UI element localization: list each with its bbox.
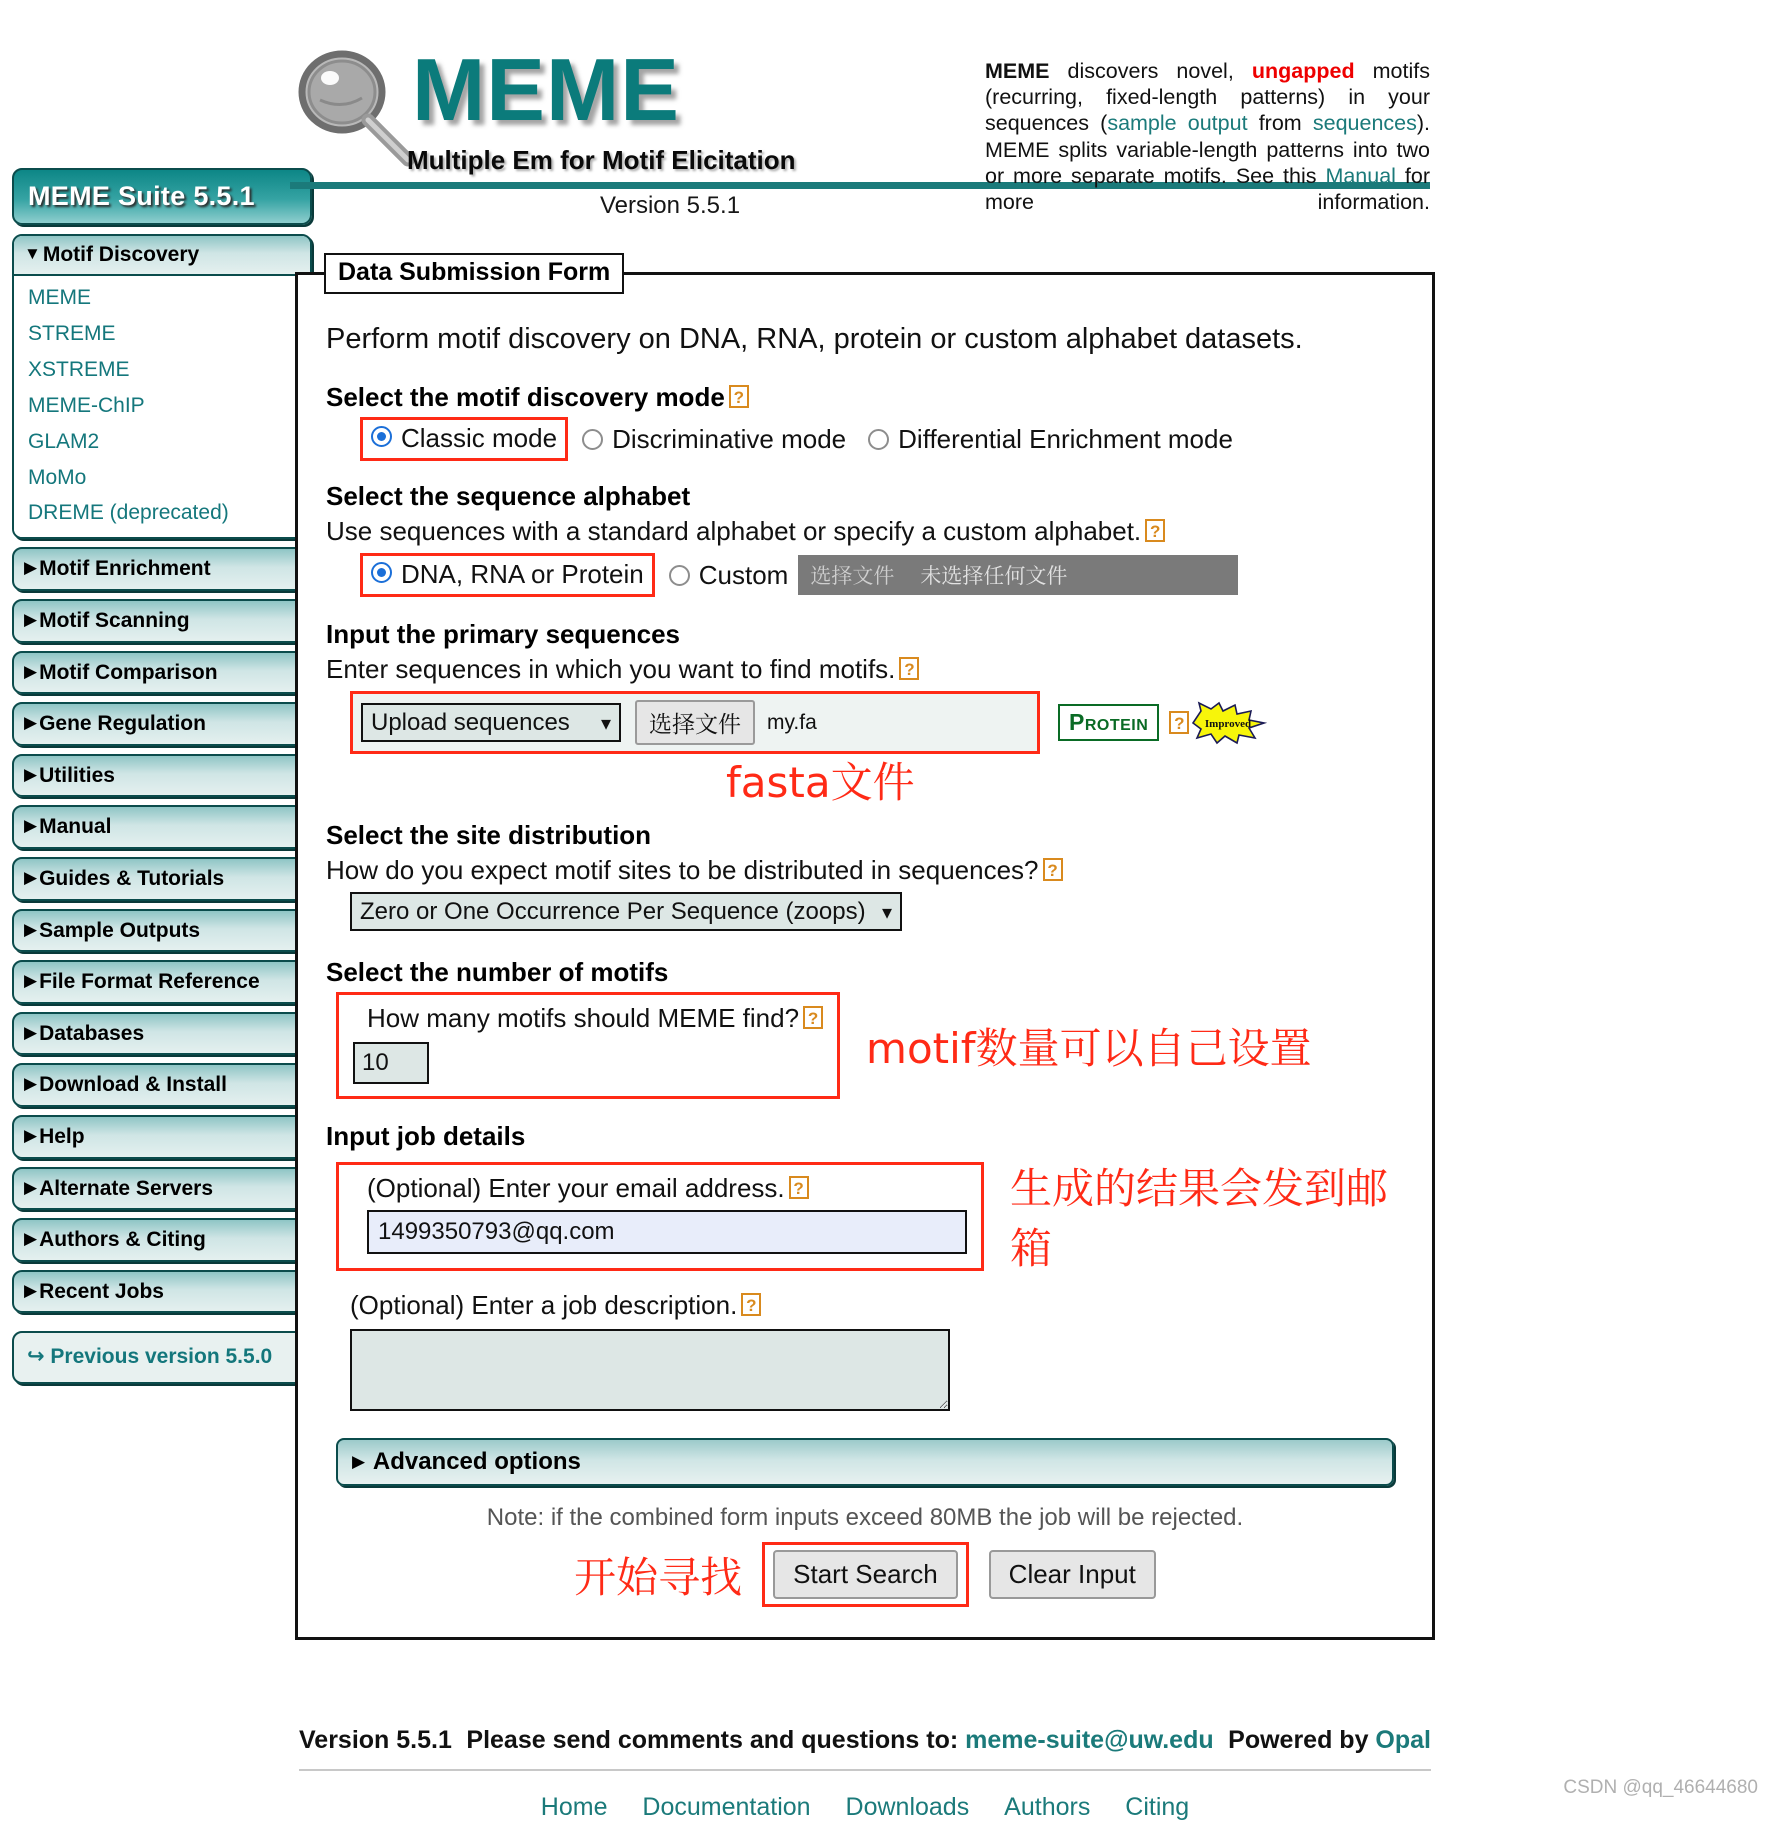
chevron-right-icon: ▶	[24, 558, 38, 578]
nav-link-home[interactable]: Home	[540, 1793, 608, 1821]
opal-link[interactable]: Opal	[1375, 1726, 1431, 1754]
email-annotation: 生成的结果会发到邮箱	[1010, 1164, 1389, 1273]
site-distribution-select[interactable]	[350, 892, 902, 931]
sidebar-item-label: Download & Install	[39, 1073, 227, 1097]
sidebar-item-meme-chip[interactable]: MEME-ChIP	[28, 393, 145, 417]
sidebar-group-header-motif-discovery[interactable]	[14, 236, 310, 276]
sidebar-item-authors-citing[interactable]	[12, 1218, 312, 1262]
chevron-right-icon: ▶	[24, 1074, 38, 1094]
description-text-2: motifs (recurring, fixed-length patterns) in your sequences (	[985, 59, 1430, 136]
sidebar-item-label: Alternate Servers	[39, 1176, 214, 1200]
svg-text:Improved: Improved	[1205, 717, 1252, 730]
footer-powered-by	[1228, 1726, 1431, 1755]
chevron-right-icon: ▶	[24, 868, 38, 887]
help-icon[interactable]: ?	[1043, 858, 1063, 881]
custom-alphabet-radio[interactable]	[669, 565, 690, 586]
clear-input-button[interactable]: Clear Input	[989, 1550, 1156, 1599]
sequences-link[interactable]: sequences	[1312, 111, 1417, 136]
form-lead-text: Perform motif discovery on DNA, RNA, protein or custom alphabet datasets.	[326, 323, 1303, 355]
alphabet-radio-group	[360, 553, 1404, 597]
sidebar-item-label: Manual	[39, 815, 112, 839]
footer-nav	[295, 1771, 1435, 1822]
mode-radio-group	[360, 417, 1404, 461]
sample-output-link[interactable]: sample output	[1107, 111, 1248, 136]
form-actions	[326, 1542, 1404, 1607]
mode-section-heading	[326, 382, 1404, 413]
sequence-source-select-wrap	[361, 703, 621, 742]
custom-alphabet-file-input[interactable]	[798, 555, 1238, 595]
sidebar-item-motif-enrichment[interactable]	[12, 547, 312, 591]
classic-mode-label[interactable]: Classic mode	[401, 423, 558, 453]
description-text-5: for more information.	[985, 163, 1430, 215]
nav-link-documentation[interactable]: Documentation	[642, 1793, 811, 1821]
logo-subtitle: Multiple Em for Motif Elicitation	[407, 145, 796, 175]
classic-mode-radio[interactable]	[371, 426, 392, 447]
chevron-right-icon: ▶	[24, 816, 38, 836]
description-text-4: ). MEME splits variable-length patterns into two or more separate motifs. See this	[985, 111, 1430, 188]
sidebar-item-alternate-servers[interactable]	[12, 1167, 312, 1211]
motif-count-highlight	[336, 992, 840, 1099]
sidebar-item-label: Authors & Citing	[39, 1228, 206, 1252]
sidebar	[12, 168, 312, 1384]
size-limit-note: Note: if the combined form inputs exceed 80MB the job will be rejected.	[486, 1504, 1244, 1531]
sidebar-item-streme[interactable]: STREME	[28, 321, 116, 345]
main-content	[290, 0, 1470, 1821]
chevron-right-icon: ▶	[24, 713, 38, 733]
site-distribution-heading: Select the site distribution	[326, 820, 652, 850]
email-label-row	[367, 1173, 967, 1204]
sidebar-item-label: Gene Regulation	[39, 712, 206, 736]
sidebar-item-label: Utilities	[39, 763, 115, 787]
sequence-file-annotation: fasta文件	[726, 758, 915, 807]
help-icon[interactable]: ?	[1169, 711, 1189, 734]
custom-alphabet-label[interactable]: Custom	[698, 559, 789, 590]
alphabet-question-text: Use sequences with a standard alphabet or specify a custom alphabet.	[326, 516, 1142, 546]
sequences-question	[326, 654, 1404, 685]
discriminative-mode-radio[interactable]	[582, 429, 603, 450]
site-distribution-question-text: How do you expect motif sites to be distributed in sequences?	[326, 855, 1039, 885]
footer-powered-text: Powered by	[1228, 1726, 1376, 1754]
site-distribution-select-wrap	[350, 892, 902, 931]
sidebar-item-download-install[interactable]	[12, 1063, 312, 1107]
sidebar-item-help[interactable]	[12, 1115, 312, 1159]
motif-count-heading: Select the number of motifs	[326, 957, 669, 987]
chevron-right-icon: ▶	[24, 764, 38, 784]
motif-count-question-text: How many motifs should MEME find?	[367, 1003, 800, 1033]
sidebar-item-dreme[interactable]: DREME (deprecated)	[28, 501, 229, 525]
watermark: CSDN @qq_46644680	[1563, 1777, 1758, 1798]
sidebar-group-label: Motif Discovery	[42, 243, 200, 266]
alphabet-badge-protein: Protein	[1058, 704, 1159, 741]
sidebar-item-momo[interactable]: MoMo	[28, 465, 87, 489]
alphabet-question	[326, 516, 1404, 547]
job-description-textarea[interactable]	[350, 1329, 950, 1411]
sidebar-item-recent-jobs[interactable]	[12, 1270, 312, 1314]
sequence-input-highlight	[350, 691, 1040, 754]
magnifier-logo-icon	[290, 48, 420, 168]
job-description-label-row	[350, 1290, 1404, 1321]
discriminative-mode-label[interactable]: Discriminative mode	[612, 423, 847, 454]
help-icon[interactable]: ?	[729, 385, 749, 408]
sidebar-item-label: Recent Jobs	[39, 1279, 164, 1303]
sidebar-item-label: Motif Scanning	[39, 608, 190, 632]
help-icon[interactable]: ?	[803, 1006, 823, 1029]
sidebar-group-motif-discovery	[12, 234, 312, 539]
description-text-3: from	[1247, 111, 1313, 136]
sidebar-item-label: Databases	[39, 1021, 145, 1045]
chevron-right-icon: ▶	[24, 1022, 38, 1042]
improved-badge	[1189, 701, 1267, 745]
advanced-options-label: Advanced options	[372, 1448, 581, 1475]
description-text-1: discovers novel,	[1049, 59, 1252, 83]
nav-link-authors[interactable]: Authors	[1004, 1793, 1091, 1821]
email-highlight	[336, 1162, 984, 1271]
differential-enrichment-mode-label[interactable]: Differential Enrichment mode	[898, 423, 1233, 454]
sequences-question-text: Enter sequences in which you want to find motifs.	[326, 654, 896, 684]
sequences-section-heading: Input the primary sequences	[326, 619, 680, 649]
sidebar-item-label: File Format Reference	[39, 970, 260, 994]
motif-count-question	[367, 1003, 823, 1034]
sidebar-item-label: Motif Comparison	[39, 660, 218, 684]
footer-contact-email-link[interactable]: meme-suite@uw.edu	[965, 1726, 1214, 1754]
chevron-right-icon: ▶	[24, 1229, 38, 1249]
chevron-right-icon: ▶	[24, 661, 38, 681]
differential-enrichment-mode-radio[interactable]	[868, 429, 889, 450]
email-field[interactable]	[367, 1210, 967, 1254]
sidebar-item-meme[interactable]: MEME	[28, 286, 91, 309]
sidebar-item-manual[interactable]	[12, 805, 312, 849]
chevron-right-icon: ▶	[24, 1126, 38, 1146]
job-details-heading: Input job details	[326, 1121, 526, 1151]
custom-file-status: 未选择任何文件	[906, 555, 1238, 595]
start-search-highlight	[762, 1542, 969, 1607]
footer-contact	[452, 1726, 1228, 1755]
description-bold-meme: MEME	[985, 59, 1050, 83]
sidebar-item-label: Help	[39, 1125, 85, 1149]
sidebar-title: MEME Suite 5.5.1	[12, 168, 312, 225]
sidebar-item-databases[interactable]	[12, 1012, 312, 1056]
sidebar-group-body	[14, 276, 310, 537]
help-icon[interactable]: ?	[899, 657, 919, 680]
chevron-right-icon: ▶	[24, 919, 38, 939]
form-legend: Data Submission Form	[324, 253, 624, 294]
email-label: (Optional) Enter your email address.	[367, 1172, 785, 1203]
mode-heading-label: Select the motif discovery mode	[326, 382, 725, 412]
advanced-options-toggle[interactable]	[336, 1438, 1394, 1486]
motif-count-annotation: motif数量可以自己设置	[866, 1023, 1312, 1073]
sidebar-previous-version-link[interactable]: ↪ Previous version 5.5.0	[12, 1331, 312, 1383]
sidebar-item-glam2[interactable]: GLAM2	[28, 429, 100, 453]
dna-rna-protein-label[interactable]: DNA, RNA or Protein	[401, 559, 644, 589]
manual-link[interactable]: Manual	[1325, 163, 1396, 188]
motif-count-input[interactable]	[353, 1042, 429, 1084]
chevron-right-icon: ▶	[352, 1452, 366, 1471]
sequence-choose-file-button[interactable]: 选择文件	[635, 700, 755, 745]
version-label: Version 5.5.1	[599, 192, 741, 219]
chevron-right-icon: ▶	[24, 971, 38, 991]
dna-rna-protein-radio[interactable]	[371, 562, 392, 583]
help-icon[interactable]: ?	[789, 1176, 809, 1199]
footer-contact-text: Please send comments and questions to:	[466, 1726, 966, 1754]
custom-choose-file-button: 选择文件	[798, 555, 906, 595]
chevron-right-icon: ▶	[24, 1177, 38, 1197]
help-icon[interactable]: ?	[1145, 519, 1165, 542]
sidebar-item-label: Guides & Tutorials	[39, 867, 225, 890]
header	[290, 0, 1470, 219]
help-icon[interactable]: ?	[741, 1293, 761, 1316]
sidebar-item-motif-comparison[interactable]	[12, 651, 312, 695]
sidebar-item-sample-outputs[interactable]	[12, 909, 312, 953]
footer-version: Version 5.5.1	[299, 1726, 452, 1754]
nav-link-downloads[interactable]: Downloads	[845, 1793, 970, 1821]
job-description-label: (Optional) Enter a job description.	[350, 1290, 738, 1320]
sidebar-item-label: Motif Enrichment	[39, 557, 211, 581]
chevron-right-icon: ▶	[24, 1280, 38, 1300]
data-submission-form	[295, 258, 1435, 1640]
sidebar-item-gene-regulation[interactable]	[12, 702, 312, 746]
classic-mode-highlight	[360, 417, 568, 461]
standard-alphabet-highlight	[360, 553, 655, 597]
chevron-right-icon: ▶	[24, 609, 38, 629]
sidebar-item-label: Sample Outputs	[39, 918, 201, 942]
nav-link-citing[interactable]: Citing	[1125, 1793, 1190, 1821]
alphabet-section-heading: Select the sequence alphabet	[326, 481, 691, 511]
sequence-file-name: my.fa	[767, 710, 817, 734]
sidebar-item-guides-tutorials[interactable]	[12, 857, 312, 901]
sequence-source-select[interactable]	[361, 703, 621, 742]
site-distribution-question	[326, 855, 1404, 886]
chevron-down-icon: ▼	[24, 244, 41, 263]
start-search-annotation: 开始寻找	[574, 1552, 743, 1602]
app-description	[985, 58, 1430, 215]
page-title: MEME	[412, 40, 680, 139]
start-search-button[interactable]: Start Search	[773, 1550, 958, 1599]
sidebar-item-file-format-reference[interactable]	[12, 960, 312, 1004]
sidebar-item-motif-scanning[interactable]	[12, 599, 312, 643]
description-ungapped: ungapped	[1251, 59, 1355, 83]
sidebar-item-xstreme[interactable]: XSTREME	[28, 357, 130, 381]
sidebar-item-utilities[interactable]	[12, 754, 312, 798]
footer-info-row	[295, 1720, 1435, 1769]
